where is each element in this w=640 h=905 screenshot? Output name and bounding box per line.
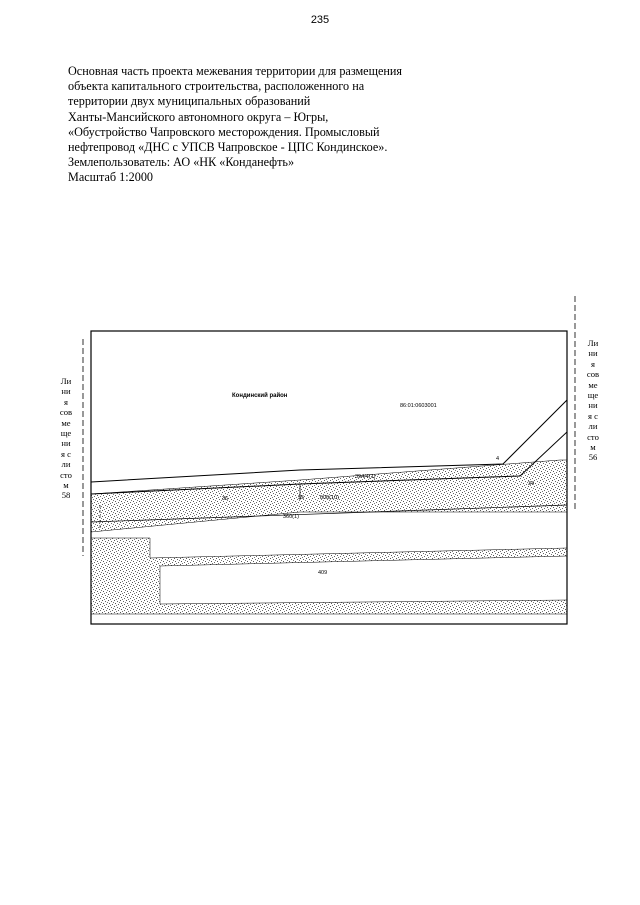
label-line: ме xyxy=(61,417,71,428)
header-line: Масштаб 1:2000 xyxy=(68,170,154,185)
label-line: м xyxy=(590,442,596,453)
label-line: я xyxy=(64,396,68,407)
label-line: 58 xyxy=(61,490,71,501)
label-line: Ли xyxy=(60,376,72,386)
label-line: сто xyxy=(60,469,72,480)
label-line: ни xyxy=(61,386,71,397)
label-line: ни xyxy=(588,400,598,411)
label-line: ли xyxy=(61,459,71,470)
parcel-label: 4 xyxy=(496,456,500,462)
district-label: Кондинский район xyxy=(232,393,288,399)
parcel-label: 35 xyxy=(298,495,305,501)
label-line: сто xyxy=(587,431,599,442)
label-line: ще xyxy=(587,390,599,401)
header-line: «Обустройство Чапровского месторождения. Промысловый xyxy=(68,124,380,139)
label-line: 56 xyxy=(588,452,598,463)
label-line: ще xyxy=(60,428,72,439)
header-line: нефтепровод «ДНС с УПСВ Чапровское - ЦПС Кондинское». xyxy=(68,140,388,155)
parcel-label: 36 xyxy=(222,496,229,502)
label-line: я xyxy=(591,358,595,369)
label-line: ни xyxy=(588,348,598,359)
parcel-label: 505(10) xyxy=(320,495,339,501)
label-line: ли xyxy=(588,421,598,432)
label-line: Ли xyxy=(587,338,599,348)
page-number: 235 xyxy=(310,14,330,26)
parcel-label: 409 xyxy=(318,570,328,576)
label-line: ни xyxy=(61,438,71,449)
label-line: сов xyxy=(59,407,73,418)
label-line: м xyxy=(63,480,69,491)
header-line: Землепользователь: АО «НК «Конданефть» xyxy=(68,155,295,170)
parcel-label: 360(1) xyxy=(283,514,299,520)
header-line: территории двух муниципальных образований xyxy=(68,94,311,109)
cadastral-block-label: 86:01:0603001 xyxy=(400,403,437,409)
parcel-label: 34 xyxy=(528,481,535,487)
label-line: сов xyxy=(586,369,600,380)
parcel-label: 394/4(1) xyxy=(355,474,376,480)
label-line: ме xyxy=(588,379,598,390)
header-line: Основная часть проекта межевания территории для размещения xyxy=(68,64,403,78)
label-line: я с xyxy=(588,410,598,421)
header-line: объекта капитального строительства, расположенного на xyxy=(68,79,365,94)
label-line: я с xyxy=(61,448,71,459)
header-line: Ханты-Мансийского автономного округа – Югры, xyxy=(68,109,329,124)
